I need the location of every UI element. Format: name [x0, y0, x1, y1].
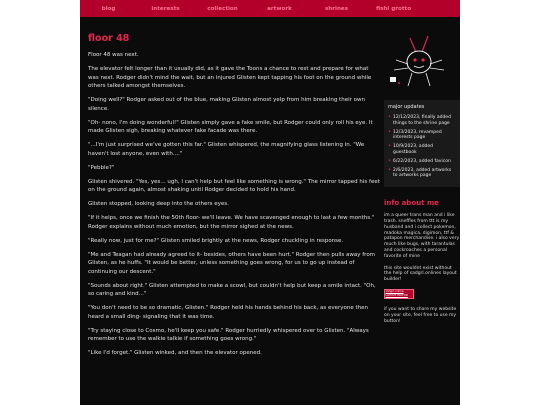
update-text: 10/9/2023, added guestbook: [393, 144, 434, 155]
story-paragraph: "Really now, just for me?" Glisten smiled brightly at the news, Rodger chuckling in response.: [88, 237, 344, 244]
story-paragraph: The elevator felt longer than it usually did, as it gave the Toons a chance to rest and prepare for what was next. Rodger didn't mind the wait, but an injured Glisten kept tapping his foot on the ground while others talked amongst themselves.: [88, 66, 372, 89]
story-paragraph: "If it helps, once we finish the 50th floor- we'll leave. We have scavenged enough to last a few months." Rodger explains without much emotion, but the mirror sighed at the news.: [88, 215, 375, 230]
nav-link-shrines[interactable]: shrines: [324, 5, 349, 12]
sidebar: [384, 30, 460, 324]
story-paragraph: "Me and Teagan had already agreed to it- besides, others have been hurt." Rodger then pulls away from Glisten, as he huffs. "It would be better, unless something goes wrong, for us to go up instead of continuing our descent.": [88, 251, 376, 275]
update-item: [388, 130, 456, 142]
bullet-icon: •: [388, 114, 391, 120]
story-paragraph: "...I'm just surprised we've gotten this far." Glisten whispered, the magnifying glass listening in. "We haven't lost anyone, even with....": [88, 142, 365, 157]
credit-text: this site wouldnt exist without the help of sadgrl.onlines layout builder!: [384, 265, 457, 283]
about-text: im a queer trans man and i like trash. sneffles from ttt is my husband and i collect pokemon, madoka magica, digimon, ttf & patapon merchandise. i also very much like bugs, with tarantulas and cockroaches a personal favorite of mine: [384, 213, 460, 259]
update-item: [388, 144, 456, 156]
story-paragraph: Glisten shivered. "Yes, yes... ugh, I can't help but feel like something is wrong." The mirror tapped his feet on the ground again, almost shaking until Rodger decided to hold his hand.: [88, 178, 380, 193]
story-paragraph: "Try staying close to Cosmo, he'll keep you safe." Rodger hurriedly whispered over to Glisten. "Always remember to use the walkie talkie if something goes wrong.": [88, 327, 369, 342]
update-text: 12/12/2023, finally added things to the shrine page: [393, 115, 451, 126]
layout-builder-badge[interactable]: sadgrl.online LAYOUT EDITOR: [384, 289, 414, 299]
story-paragraph: "You don't need to be so dramatic, Glisten." Rodger held his hands behind his back, as everyone then heard a small ding- signaling that it was time.: [88, 305, 369, 320]
site-container: [80, 0, 460, 405]
nav-link-artwork[interactable]: artwork: [267, 5, 292, 12]
bullet-icon: •: [388, 143, 391, 150]
nav-link-interests[interactable]: interests: [151, 5, 180, 12]
story-paragraph: "Doing well?" Rodger asked out of the blue, making Glisten almost yelp from him breaking their own silence.: [88, 97, 365, 112]
update-text: 6/22/2023, added favicon: [393, 158, 451, 164]
story-paragraph: Floor 48 was next.: [88, 52, 139, 58]
update-item: [388, 159, 456, 165]
about-heading: info about me: [384, 199, 440, 208]
page-title: floor 48: [88, 33, 130, 44]
story-content: [88, 33, 380, 363]
update-text: 12/3/2023, revamped interests page: [393, 129, 442, 141]
bullet-icon: •: [388, 166, 391, 173]
share-text: if you want to share my website on your site, feel free to use my button!: [384, 306, 457, 324]
story-paragraph: "Pebble?": [88, 164, 115, 171]
top-navigation: [80, 0, 460, 17]
story-paragraph: "Oh- nono, I'm doing wonderful!" Glisten simply gave a fake smile, but Rodger could only roll his eye. It made Glisten sigh, breaking whatever fake facade was there.: [88, 119, 373, 134]
horned-bug-mascot-icon: [388, 30, 450, 92]
nav-link-collection[interactable]: collection: [207, 5, 238, 12]
updates-title: major updates: [388, 104, 425, 110]
story-paragraph: Glisten stopped, looking deep into the others eyes.: [88, 201, 229, 207]
bullet-icon: •: [388, 157, 391, 164]
story-paragraph: "Like I'd forget." Glisten winked, and then the elevator opened.: [88, 350, 262, 356]
update-text: 2/6/2023, added artworks to artworks page: [393, 167, 452, 179]
story-paragraph: "Sounds about right." Glisten attempted to make a scowl, but couldn't help but keep a smile intact. "Oh, so caring and kind...": [88, 282, 376, 297]
nav-link-fishi-grotto[interactable]: fishi grotto: [375, 5, 412, 12]
updates-box: [384, 100, 460, 187]
update-item: [388, 115, 456, 127]
bullet-icon: •: [388, 128, 391, 135]
update-item: [388, 168, 456, 180]
nav-link-blog[interactable]: blog: [101, 5, 116, 12]
